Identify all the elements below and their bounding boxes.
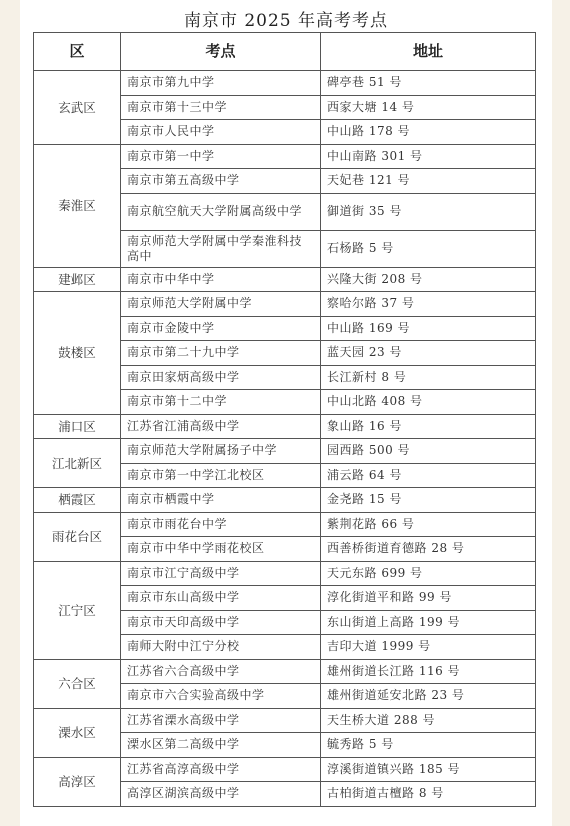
address-cell: 中山路 178 号 [321, 120, 536, 145]
school-cell: 南京市第十二中学 [121, 390, 321, 415]
address-cell: 长江新村 8 号 [321, 365, 536, 390]
school-cell: 江苏省江浦高级中学 [121, 414, 321, 439]
school-cell: 南京市第十三中学 [121, 95, 321, 120]
school-cell: 南京市第一中学 [121, 144, 321, 169]
address-cell: 御道街 35 号 [321, 193, 536, 230]
school-cell: 南京市中华中学雨花校区 [121, 537, 321, 562]
address-cell: 园西路 500 号 [321, 439, 536, 464]
address-cell: 西家大塘 14 号 [321, 95, 536, 120]
address-cell: 察哈尔路 37 号 [321, 292, 536, 317]
school-cell: 南京市栖霞中学 [121, 488, 321, 513]
address-cell: 东山街道上高路 199 号 [321, 610, 536, 635]
school-cell: 南京师范大学附属扬子中学 [121, 439, 321, 464]
address-cell: 天元东路 699 号 [321, 561, 536, 586]
school-cell: 南京市天印高级中学 [121, 610, 321, 635]
school-cell: 南京市六合实验高级中学 [121, 684, 321, 709]
table-row [34, 659, 536, 684]
table-row [34, 144, 536, 169]
school-cell: 南京市金陵中学 [121, 316, 321, 341]
address-cell: 淳溪街道镇兴路 185 号 [321, 757, 536, 782]
table-row [34, 708, 536, 733]
table-row [34, 488, 536, 513]
district-cell: 高淳区 [34, 757, 121, 806]
address-cell: 淳化街道平和路 99 号 [321, 586, 536, 611]
table-body [34, 71, 536, 807]
address-cell: 吉印大道 1999 号 [321, 635, 536, 660]
table-row [34, 561, 536, 586]
school-cell: 南京市人民中学 [121, 120, 321, 145]
exam-site-table [33, 32, 536, 807]
table-row [34, 267, 536, 292]
district-cell: 秦淮区 [34, 144, 121, 267]
school-cell: 南京市第五高级中学 [121, 169, 321, 194]
table-row [34, 71, 536, 96]
school-cell: 南师大附中江宁分校 [121, 635, 321, 660]
school-cell: 南京市雨花台中学 [121, 512, 321, 537]
school-cell: 江苏省六合高级中学 [121, 659, 321, 684]
header-row [34, 33, 536, 71]
school-cell: 南京市江宁高级中学 [121, 561, 321, 586]
page-title: 南京市 2025 年高考考点 [183, 11, 389, 31]
school-cell: 江苏省溧水高级中学 [121, 708, 321, 733]
school-cell: 南京市第二十九中学 [121, 341, 321, 366]
district-cell: 鼓楼区 [34, 292, 121, 415]
address-cell: 蓝天园 23 号 [321, 341, 536, 366]
district-cell: 雨花台区 [34, 512, 121, 561]
school-cell: 南京市中华中学 [121, 267, 321, 292]
district-cell: 玄武区 [34, 71, 121, 145]
district-cell: 六合区 [34, 659, 121, 708]
address-cell: 兴隆大街 208 号 [321, 267, 536, 292]
address-cell: 中山路 169 号 [321, 316, 536, 341]
address-cell: 西善桥街道育德路 28 号 [321, 537, 536, 562]
school-cell: 溧水区第二高级中学 [121, 733, 321, 758]
address-cell: 金尧路 15 号 [321, 488, 536, 513]
table-row [34, 439, 536, 464]
school-cell: 南京市第一中学江北校区 [121, 463, 321, 488]
address-cell: 浦云路 64 号 [321, 463, 536, 488]
table-row [34, 292, 536, 317]
school-cell: 南京田家炳高级中学 [121, 365, 321, 390]
district-cell: 建邺区 [34, 267, 121, 292]
table-row [34, 512, 536, 537]
school-cell: 江苏省高淳高级中学 [121, 757, 321, 782]
address-cell: 雄州街道延安北路 23 号 [321, 684, 536, 709]
school-cell: 南京航空航天大学附属高级中学 [121, 193, 321, 230]
district-cell: 栖霞区 [34, 488, 121, 513]
header-address: 地址 [321, 33, 536, 71]
address-cell: 石杨路 5 号 [321, 230, 536, 267]
district-cell: 江宁区 [34, 561, 121, 659]
address-cell: 碑亭巷 51 号 [321, 71, 536, 96]
address-cell: 毓秀路 5 号 [321, 733, 536, 758]
document-page [20, 0, 552, 826]
address-cell: 中山北路 408 号 [321, 390, 536, 415]
school-cell: 南京市第九中学 [121, 71, 321, 96]
district-cell: 浦口区 [34, 414, 121, 439]
address-cell: 紫荆花路 66 号 [321, 512, 536, 537]
school-cell: 南京师范大学附属中学 [121, 292, 321, 317]
address-cell: 天生桥大道 288 号 [321, 708, 536, 733]
district-cell: 溧水区 [34, 708, 121, 757]
header-district: 区 [34, 33, 121, 71]
address-cell: 古柏街道古檀路 8 号 [321, 782, 536, 807]
school-cell: 南京师范大学附属中学秦淮科技高中 [121, 230, 321, 267]
address-cell: 中山南路 301 号 [321, 144, 536, 169]
table-row [34, 414, 536, 439]
address-cell: 象山路 16 号 [321, 414, 536, 439]
address-cell: 天妃巷 121 号 [321, 169, 536, 194]
table-row [34, 757, 536, 782]
header-school: 考点 [121, 33, 321, 71]
address-cell: 雄州街道长江路 116 号 [321, 659, 536, 684]
district-cell: 江北新区 [34, 439, 121, 488]
school-cell: 南京市东山高级中学 [121, 586, 321, 611]
school-cell: 高淳区湖滨高级中学 [121, 782, 321, 807]
